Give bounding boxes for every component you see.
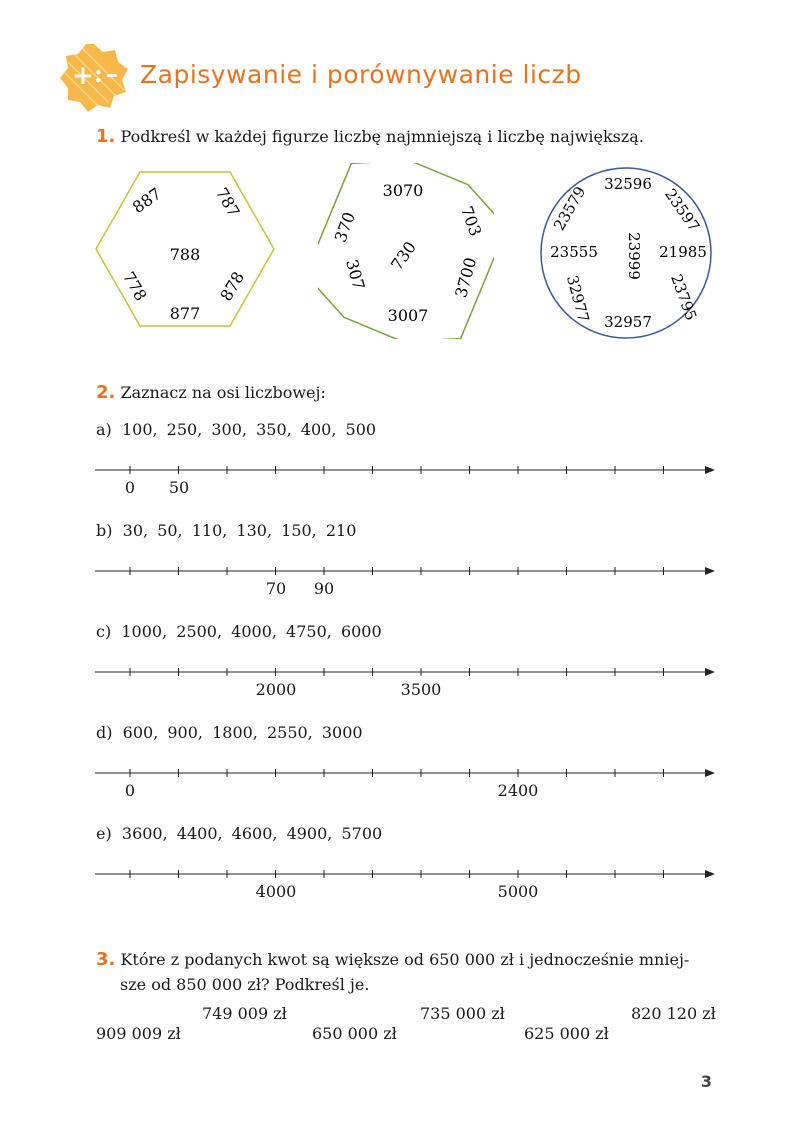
axis-label: 70 xyxy=(265,579,287,598)
axis-arrow xyxy=(705,466,715,474)
svg-text:+: + xyxy=(72,61,94,91)
line-items: 100, 250, 300, 350, 400, 500 xyxy=(121,420,377,439)
line-letter: a) xyxy=(96,420,112,439)
line-letter: c) xyxy=(96,622,112,641)
line-items: 600, 900, 1800, 2550, 3000 xyxy=(122,723,363,742)
number-line-c xyxy=(95,664,717,680)
octagon-number: 3007 xyxy=(387,306,429,325)
axis-label: 50 xyxy=(168,478,190,497)
octagon-figure xyxy=(318,163,494,339)
circle-number: 23555 xyxy=(550,243,598,261)
amount-option[interactable]: 749 009 zł xyxy=(202,1004,287,1023)
octagon-number: 3070 xyxy=(382,181,424,200)
amount-option[interactable]: 625 000 zł xyxy=(524,1024,609,1043)
axis-arrow xyxy=(705,870,715,878)
octagon-number: 730 xyxy=(386,237,421,274)
axis-label: 90 xyxy=(313,579,335,598)
math-operations-icon xyxy=(58,42,130,114)
circle-number: 23999 xyxy=(625,232,643,280)
task2-number: 2. xyxy=(96,382,116,403)
octagon-number: 703 xyxy=(457,203,486,239)
line-items: 30, 50, 110, 130, 150, 210 xyxy=(122,521,357,540)
hexagon-number: 887 xyxy=(128,183,165,218)
page-title: Zapisywanie i porównywanie liczb xyxy=(140,60,582,89)
octagon-number: 3700 xyxy=(451,255,481,300)
circle-number: 23579 xyxy=(549,183,590,234)
svg-text::: : xyxy=(94,59,103,88)
axis-label: 0 xyxy=(124,478,136,497)
number-line-b xyxy=(95,563,717,579)
circle-number: 23597 xyxy=(661,185,704,235)
axis-label: 4000 xyxy=(255,882,297,901)
task1-heading xyxy=(96,126,644,147)
axis-label: 3500 xyxy=(400,680,442,699)
hexagon-number: 877 xyxy=(169,304,201,323)
task3-number: 3. xyxy=(96,949,116,970)
svg-text:–: – xyxy=(106,59,118,88)
hexagon-number: 787 xyxy=(211,184,244,221)
line-letter: d) xyxy=(96,723,113,742)
task3-line1: Które z podanych kwot są większe od 650 000 zł i jednocześnie mniej- xyxy=(120,950,690,969)
amount-option[interactable]: 735 000 zł xyxy=(420,1004,505,1023)
page-number: 3 xyxy=(700,1072,712,1091)
circle-number: 32977 xyxy=(562,273,593,325)
axis-label: 5000 xyxy=(497,882,539,901)
task2-text: Zaznacz na osi liczbowej: xyxy=(120,383,326,402)
circle-number: 32957 xyxy=(604,313,652,331)
number-line-d xyxy=(95,765,717,781)
axis-label: 2400 xyxy=(497,781,539,800)
number-line-e xyxy=(95,866,717,882)
line-b-prompt xyxy=(96,521,356,540)
line-letter: e) xyxy=(96,824,112,843)
line-items: 3600, 4400, 4600, 4900, 5700 xyxy=(121,824,383,843)
axis-arrow xyxy=(705,567,715,575)
line-a-prompt xyxy=(96,420,376,439)
circle-number: 21985 xyxy=(659,243,707,261)
octagon-number: 370 xyxy=(330,209,359,245)
hexagon-number: 778 xyxy=(118,268,151,305)
task3-line2: sze od 850 000 zł? Podkreśl je. xyxy=(120,975,370,994)
line-d-prompt xyxy=(96,723,363,742)
line-items: 1000, 2500, 4000, 4750, 6000 xyxy=(121,622,382,641)
task1-number: 1. xyxy=(96,126,116,147)
number-line-a xyxy=(95,462,717,478)
line-letter: b) xyxy=(96,521,113,540)
axis-label: 2000 xyxy=(255,680,297,699)
amount-option[interactable]: 909 009 zł xyxy=(96,1024,181,1043)
line-e-prompt xyxy=(96,824,382,843)
line-c-prompt xyxy=(96,622,382,641)
hexagon-figure xyxy=(90,165,280,335)
circle-number: 32596 xyxy=(604,175,652,193)
header-icon xyxy=(58,42,130,114)
task2-heading xyxy=(96,382,326,403)
axis-arrow xyxy=(705,769,715,777)
axis-label: 0 xyxy=(124,781,136,800)
octagon-number: 307 xyxy=(342,257,369,292)
amount-option[interactable]: 820 120 zł xyxy=(631,1004,716,1023)
hexagon-number: 788 xyxy=(169,245,201,264)
task1-text: Podkreśl w każdej figurze liczbę najmniejszą i liczbę największą. xyxy=(120,127,644,146)
circle-number: 23795 xyxy=(667,271,701,323)
circle-figure xyxy=(536,163,716,343)
task3-heading xyxy=(96,949,689,970)
hexagon-number: 878 xyxy=(216,268,249,305)
amount-option[interactable]: 650 000 zł xyxy=(312,1024,397,1043)
axis-arrow xyxy=(705,668,715,676)
